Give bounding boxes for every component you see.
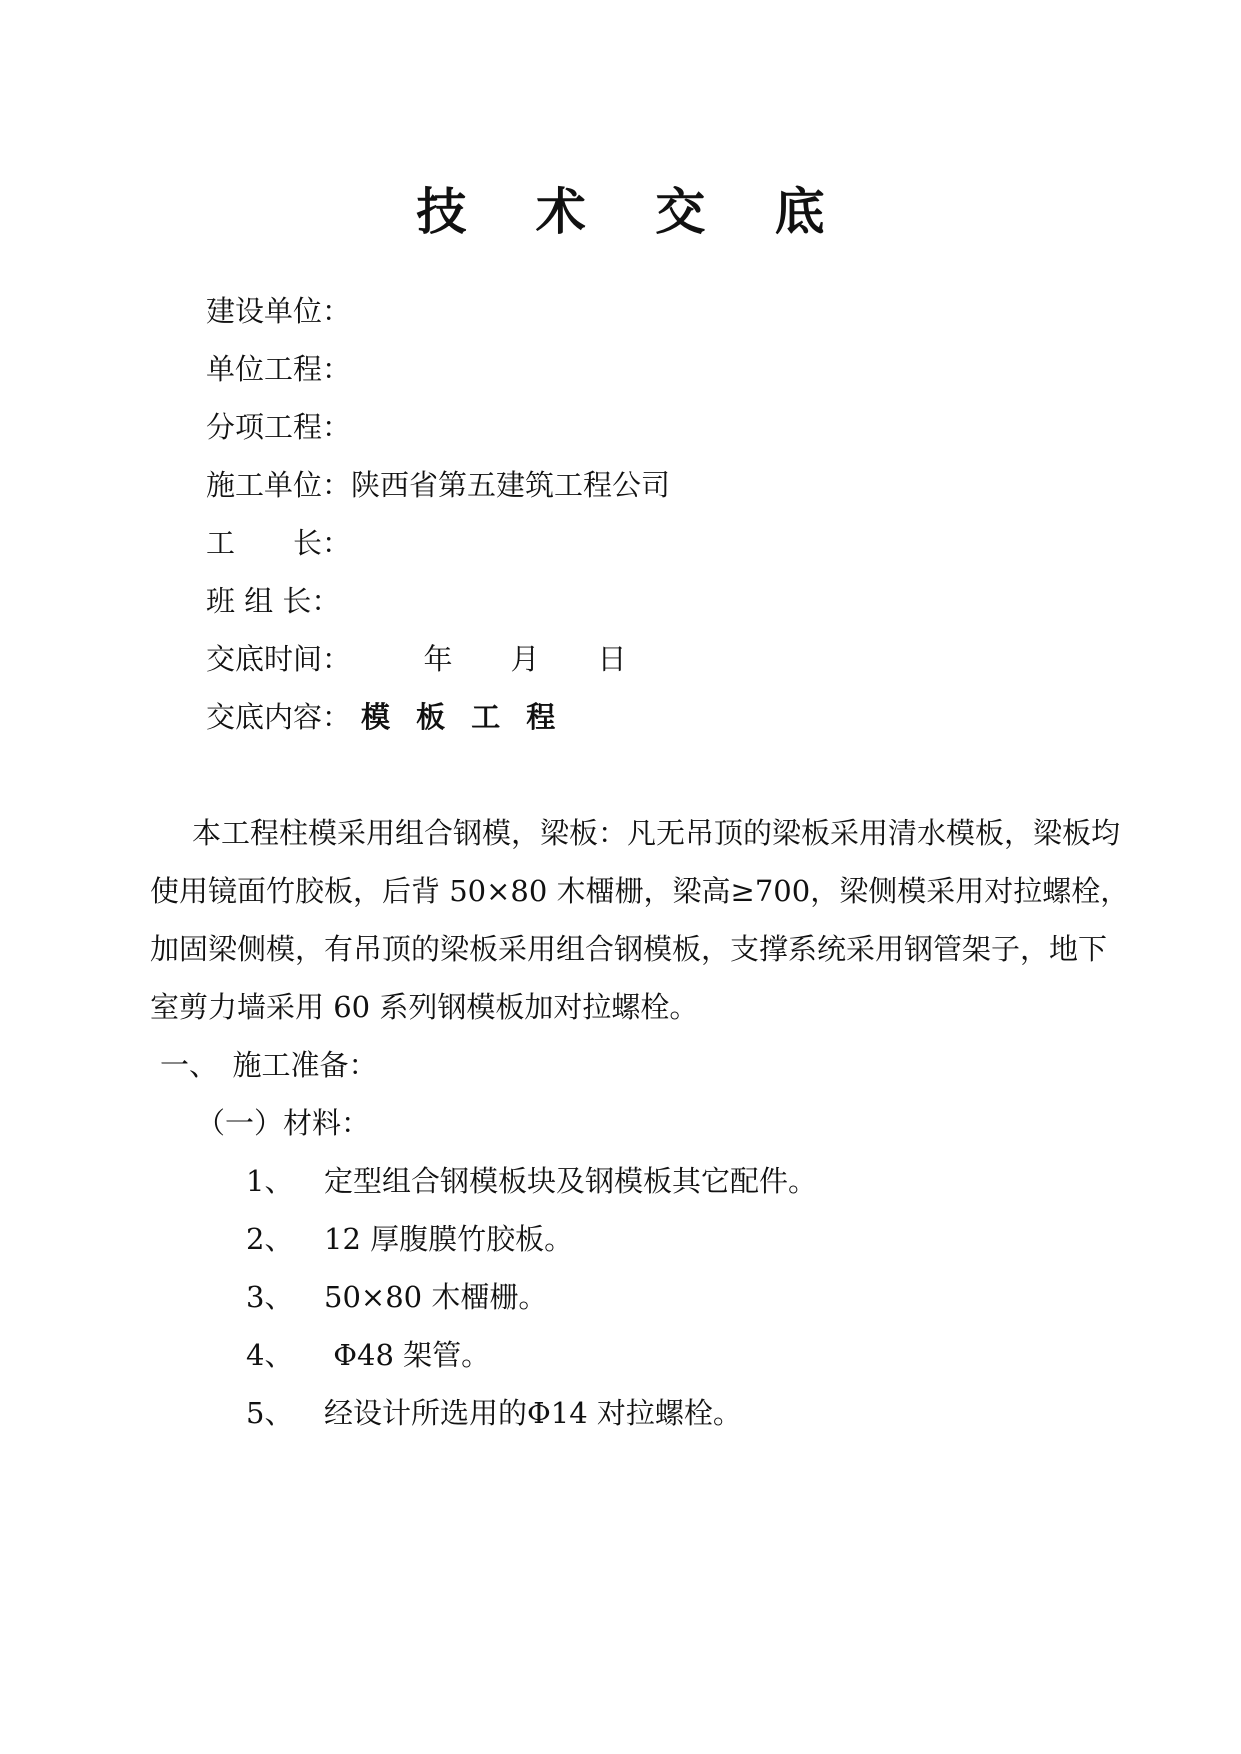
list-item-number: 5、 [246, 1396, 294, 1430]
list-item-text: 50×80 木橊栅。 [324, 1280, 548, 1314]
field-handover-date [206, 639, 627, 679]
intro-line: 室剪力墙采用 60 系列钢模板加对拉螺栓。 [150, 990, 699, 1024]
field-unit-project [206, 349, 351, 389]
field-label: 交底时间： [206, 642, 337, 676]
list-item-number: 4、 [246, 1338, 294, 1372]
list-item [246, 1219, 573, 1259]
list-item-number: 3、 [246, 1280, 294, 1314]
list-item [246, 1335, 490, 1375]
list-item-number: 1、 [246, 1164, 294, 1198]
list-item [246, 1161, 817, 1201]
section-heading: 一、 施工准备： [160, 1048, 378, 1082]
field-label: 单位工程： [206, 352, 352, 386]
document-title: 技 术 交 底 [416, 183, 851, 241]
field-builder-unit [206, 465, 670, 505]
subsection-heading: （一）材料： [196, 1106, 371, 1140]
field-construction-unit [206, 291, 351, 331]
list-item-text: 12 厚腹膜竹胶板。 [324, 1222, 574, 1256]
field-value: 模 板 工 程 [361, 700, 564, 734]
intro-line: 使用镜面竹胶板，后背 50×80 木橊栅，梁高≥700，梁侧模采用对拉螺栓， [150, 874, 1130, 908]
intro-line: 加固梁侧模，有吊顶的梁板采用组合钢模板，支撑系统采用钢管架子，地下 [150, 932, 1108, 966]
field-sub-project [206, 407, 351, 447]
field-label: 建设单位： [206, 294, 352, 328]
list-item [246, 1393, 742, 1433]
intro-line: 本工程柱模采用组合钢模，梁板：凡无吊顶的梁板采用清水模板，梁板均 [192, 816, 1121, 850]
field-foreman [206, 523, 351, 563]
list-item-text: 经设计所选用的Φ14 对拉螺栓。 [324, 1396, 742, 1430]
field-label: 交底内容： [206, 700, 352, 734]
field-value: 年 月 日 [336, 642, 627, 676]
field-team-leader [206, 581, 340, 621]
list-item-number: 2、 [246, 1222, 294, 1256]
list-item-text: Φ48 架管。 [324, 1338, 491, 1372]
list-item-text: 定型组合钢模板块及钢模板其它配件。 [324, 1164, 818, 1198]
field-handover-content [206, 697, 563, 737]
field-label: 分项工程： [206, 410, 352, 444]
field-value: 陕西省第五建筑工程公司 [351, 468, 671, 502]
field-label: 施工单位： [206, 468, 352, 502]
field-label: 工 长： [206, 526, 352, 560]
list-item [246, 1277, 547, 1317]
field-label: 班 组 长： [206, 584, 341, 618]
